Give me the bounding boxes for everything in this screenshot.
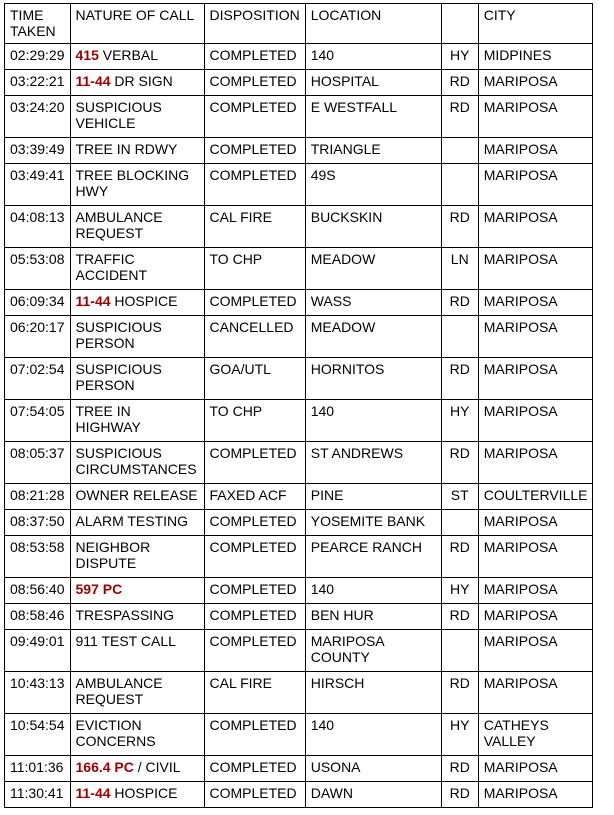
nature-text: VERBAL xyxy=(98,47,158,63)
location-cell: E WESTFALL xyxy=(305,96,441,138)
table-row xyxy=(5,138,593,164)
nature-text: AMBULANCE REQUEST xyxy=(75,675,167,707)
location-cell: ST ANDREWS xyxy=(305,442,441,484)
city-cell: MARIPOSA xyxy=(478,630,593,672)
table-row xyxy=(5,578,593,604)
disposition-cell: CAL FIRE xyxy=(204,672,305,714)
city-cell: MARIPOSA xyxy=(478,70,593,96)
disposition-cell: COMPLETED xyxy=(204,714,305,756)
disposition-cell: CAL FIRE xyxy=(204,206,305,248)
nature-text: ALARM TESTING xyxy=(75,513,189,529)
city-cell: MARIPOSA xyxy=(478,138,593,164)
time-cell: 08:53:58 xyxy=(5,536,71,578)
disposition-cell: COMPLETED xyxy=(204,442,305,484)
table-row xyxy=(5,70,593,96)
nature-cell xyxy=(70,164,204,206)
nature-cell xyxy=(70,44,204,70)
penal-code: 166.4 PC xyxy=(75,759,134,775)
city-cell: CATHEYS VALLEY xyxy=(478,714,593,756)
suffix-cell xyxy=(441,630,478,672)
nature-cell xyxy=(70,604,204,630)
time-cell: 07:02:54 xyxy=(5,358,71,400)
disposition-cell: CANCELLED xyxy=(204,316,305,358)
location-cell: WASS xyxy=(305,290,441,316)
table-row xyxy=(5,756,593,782)
nature-text: 911 TEST CALL xyxy=(75,633,176,649)
suffix-cell: HY xyxy=(441,44,478,70)
disposition-cell: FAXED ACF xyxy=(204,484,305,510)
disposition-cell: COMPLETED xyxy=(204,604,305,630)
disposition-cell: COMPLETED xyxy=(204,630,305,672)
header-disposition: DISPOSITION xyxy=(204,4,305,44)
nature-cell xyxy=(70,630,204,672)
location-cell: MEADOW xyxy=(305,316,441,358)
penal-code: 415 xyxy=(75,47,99,63)
nature-text: AMBULANCE REQUEST xyxy=(75,209,167,241)
suffix-cell xyxy=(441,316,478,358)
location-cell: PEARCE RANCH xyxy=(305,536,441,578)
call-log-table xyxy=(4,3,593,808)
city-cell: MARIPOSA xyxy=(478,96,593,138)
location-cell: 140 xyxy=(305,44,441,70)
nature-cell xyxy=(70,138,204,164)
time-cell: 04:08:13 xyxy=(5,206,71,248)
location-cell: DAWN xyxy=(305,782,441,808)
city-cell: MARIPOSA xyxy=(478,756,593,782)
suffix-cell xyxy=(441,164,478,206)
time-cell: 02:29:29 xyxy=(5,44,71,70)
table-row xyxy=(5,536,593,578)
disposition-cell: COMPLETED xyxy=(204,782,305,808)
time-cell: 06:20:17 xyxy=(5,316,71,358)
suffix-cell: RD xyxy=(441,70,478,96)
location-cell: 140 xyxy=(305,578,441,604)
time-cell: 08:56:40 xyxy=(5,578,71,604)
table-row xyxy=(5,316,593,358)
nature-text: DR SIGN xyxy=(110,73,173,89)
location-cell: HORNITOS xyxy=(305,358,441,400)
table-row xyxy=(5,290,593,316)
time-cell: 03:22:21 xyxy=(5,70,71,96)
disposition-cell: COMPLETED xyxy=(204,290,305,316)
nature-cell xyxy=(70,400,204,442)
suffix-cell: RD xyxy=(441,206,478,248)
suffix-cell: RD xyxy=(441,672,478,714)
suffix-cell: RD xyxy=(441,96,478,138)
suffix-cell: ST xyxy=(441,484,478,510)
time-cell: 05:53:08 xyxy=(5,248,71,290)
disposition-cell: TO CHP xyxy=(204,400,305,442)
table-row xyxy=(5,248,593,290)
nature-text: HOSPICE xyxy=(110,785,178,801)
location-cell: 140 xyxy=(305,714,441,756)
table-row xyxy=(5,484,593,510)
location-cell: HOSPITAL xyxy=(305,70,441,96)
location-cell: 140 xyxy=(305,400,441,442)
location-cell: YOSEMITE BANK xyxy=(305,510,441,536)
city-cell: MARIPOSA xyxy=(478,442,593,484)
disposition-cell: COMPLETED xyxy=(204,510,305,536)
suffix-cell: HY xyxy=(441,400,478,442)
nature-cell xyxy=(70,70,204,96)
city-cell: COULTERVILLE xyxy=(478,484,593,510)
location-cell: MEADOW xyxy=(305,248,441,290)
location-cell: BEN HUR xyxy=(305,604,441,630)
header-location: LOCATION xyxy=(305,4,441,44)
time-cell: 08:21:28 xyxy=(5,484,71,510)
city-cell: MARIPOSA xyxy=(478,510,593,536)
city-cell: MARIPOSA xyxy=(478,248,593,290)
city-cell: MARIPOSA xyxy=(478,604,593,630)
suffix-cell: RD xyxy=(441,756,478,782)
time-cell: 11:30:41 xyxy=(5,782,71,808)
table-row xyxy=(5,400,593,442)
location-cell: TRIANGLE xyxy=(305,138,441,164)
disposition-cell: TO CHP xyxy=(204,248,305,290)
time-cell: 09:49:01 xyxy=(5,630,71,672)
time-cell: 11:01:36 xyxy=(5,756,71,782)
nature-cell xyxy=(70,290,204,316)
location-cell: PINE xyxy=(305,484,441,510)
location-cell: USONA xyxy=(305,756,441,782)
suffix-cell: LN xyxy=(441,248,478,290)
nature-cell xyxy=(70,536,204,578)
nature-cell xyxy=(70,248,204,290)
nature-text: SUSPICIOUS PERSON xyxy=(75,319,166,351)
city-cell: MARIPOSA xyxy=(478,536,593,578)
city-cell: MARIPOSA xyxy=(478,782,593,808)
city-cell: MARIPOSA xyxy=(478,578,593,604)
time-cell: 08:05:37 xyxy=(5,442,71,484)
nature-cell xyxy=(70,316,204,358)
nature-cell xyxy=(70,672,204,714)
table-row xyxy=(5,96,593,138)
disposition-cell: COMPLETED xyxy=(204,164,305,206)
suffix-cell: RD xyxy=(441,782,478,808)
suffix-cell: RD xyxy=(441,536,478,578)
city-cell: MARIPOSA xyxy=(478,316,593,358)
table-row xyxy=(5,44,593,70)
table-row xyxy=(5,714,593,756)
nature-text: EVICTION CONCERNS xyxy=(75,717,156,749)
header-city: CITY xyxy=(478,4,593,44)
nature-text: TREE IN RDWY xyxy=(75,141,178,157)
disposition-cell: COMPLETED xyxy=(204,44,305,70)
table-row xyxy=(5,672,593,714)
time-cell: 08:58:46 xyxy=(5,604,71,630)
nature-text: HOSPICE xyxy=(110,293,178,309)
nature-text: SUSPICIOUS PERSON xyxy=(75,361,166,393)
disposition-cell: COMPLETED xyxy=(204,578,305,604)
table-row xyxy=(5,358,593,400)
nature-cell xyxy=(70,714,204,756)
nature-text: SUSPICIOUS CIRCUMSTANCES xyxy=(75,445,197,477)
city-cell: MARIPOSA xyxy=(478,400,593,442)
disposition-cell: GOA/UTL xyxy=(204,358,305,400)
nature-cell xyxy=(70,782,204,808)
nature-text: TRAFFIC ACCIDENT xyxy=(75,251,148,283)
time-cell: 10:54:54 xyxy=(5,714,71,756)
table-row xyxy=(5,630,593,672)
nature-cell xyxy=(70,484,204,510)
table-row xyxy=(5,206,593,248)
disposition-cell: COMPLETED xyxy=(204,70,305,96)
table-row xyxy=(5,782,593,808)
city-cell: MARIPOSA xyxy=(478,206,593,248)
nature-cell xyxy=(70,510,204,536)
nature-text: TREE BLOCKING HWY xyxy=(75,167,193,199)
header-nature: NATURE OF CALL xyxy=(70,4,204,44)
disposition-cell: COMPLETED xyxy=(204,756,305,782)
nature-text: TREE IN HIGHWAY xyxy=(75,403,141,435)
city-cell: MARIPOSA xyxy=(478,358,593,400)
penal-code: 597 PC xyxy=(75,581,123,597)
penal-code: 11-44 xyxy=(75,785,111,801)
nature-text: / CIVIL xyxy=(133,759,181,775)
location-cell: BUCKSKIN xyxy=(305,206,441,248)
location-cell: 49S xyxy=(305,164,441,206)
suffix-cell: HY xyxy=(441,578,478,604)
nature-cell xyxy=(70,578,204,604)
disposition-cell: COMPLETED xyxy=(204,536,305,578)
penal-code: 11-44 xyxy=(75,293,111,309)
header-time: TIME TAKEN xyxy=(5,4,71,44)
nature-text: OWNER RELEASE xyxy=(75,487,198,503)
suffix-cell: RD xyxy=(441,358,478,400)
suffix-cell: RD xyxy=(441,442,478,484)
nature-cell xyxy=(70,206,204,248)
header-row xyxy=(5,4,593,44)
disposition-cell: COMPLETED xyxy=(204,138,305,164)
city-cell: MARIPOSA xyxy=(478,164,593,206)
suffix-cell: HY xyxy=(441,714,478,756)
time-cell: 03:39:49 xyxy=(5,138,71,164)
time-cell: 03:49:41 xyxy=(5,164,71,206)
nature-cell xyxy=(70,358,204,400)
table-row xyxy=(5,442,593,484)
city-cell: MARIPOSA xyxy=(478,290,593,316)
nature-text: SUSPICIOUS VEHICLE xyxy=(75,99,166,131)
nature-cell xyxy=(70,96,204,138)
location-cell: HIRSCH xyxy=(305,672,441,714)
disposition-cell: COMPLETED xyxy=(204,96,305,138)
suffix-cell xyxy=(441,138,478,164)
city-cell: MIDPINES xyxy=(478,44,593,70)
table-row xyxy=(5,604,593,630)
penal-code: 11-44 xyxy=(75,73,111,89)
table-row xyxy=(5,164,593,206)
suffix-cell xyxy=(441,510,478,536)
table-row xyxy=(5,510,593,536)
nature-text: NEIGHBOR DISPUTE xyxy=(75,539,155,571)
nature-cell xyxy=(70,442,204,484)
time-cell: 08:37:50 xyxy=(5,510,71,536)
suffix-cell: RD xyxy=(441,604,478,630)
time-cell: 06:09:34 xyxy=(5,290,71,316)
city-cell: MARIPOSA xyxy=(478,672,593,714)
nature-text: TRESPASSING xyxy=(75,607,175,623)
time-cell: 07:54:05 xyxy=(5,400,71,442)
location-cell: MARIPOSA COUNTY xyxy=(305,630,441,672)
time-cell: 03:24:20 xyxy=(5,96,71,138)
nature-cell xyxy=(70,756,204,782)
header-suffix xyxy=(441,4,478,44)
time-cell: 10:43:13 xyxy=(5,672,71,714)
suffix-cell: RD xyxy=(441,290,478,316)
